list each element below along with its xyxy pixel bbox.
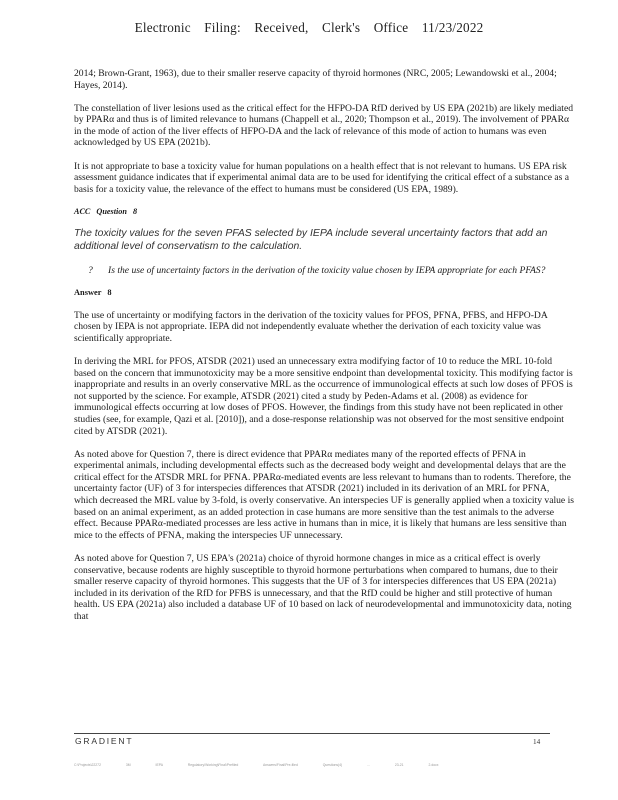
- paragraph: It is not appropriate to base a toxicity value for human populations on a health effect that is not relevant to humans. US EPA risk assessment guidance indicates that if experimental animal data are to be used for identifying the critical effect of a substance as a basis for a toxicity value, the relevance of the effect to humans must be considered (US EPA, 1989).: [74, 160, 570, 195]
- paragraph: In deriving the MRL for PFOS, ATSDR (2021) used an unnecessary extra modifying factor of 10 to reduce the MRL 10-fold based on the concern that immunotoxicity may be a more sensitive endpoint than developmental toxicity. This modifying factor is inappropriate and results in an overly conservative MRL as the occurrence of immunological effects at such low doses of PFOS is not supported by the science. For example, ATSDR (2021) cited a study by Peden-Adams et al. (2008) as evidence for immunological effects occurring at low doses of PFOS. However, the findings from this study have not been replicated in other studies (see, for example, Qazi et al. [2010]), and a dose-response relationship was not observed for the most sensitive endpoint cited by ATSDR (2021).: [74, 356, 573, 437]
- paragraph: As noted above for Question 7, there is direct evidence that PPARα mediates many of the reported effects of PFNA in experimental animals, including developmental effects such as the decreased body weight and developmental delays that are the critical effect for the ATSDR MRL for PFNA. PPARα-mediated events are less relevant to humans than to rodents. Therefore, the uncertainty factor (UF) of 3 for interspecies differences that ATSDR (2021) included in its derivation of an MRL for PFNA, which decreased the MRL value by 3-fold, is overly conservative. An interspecies UF is generally applied when a toxicity value is based on an animal experiment, as an added protection in case humans are more sensitive than the test animals to the adverse effect. Because PPARα-mediated processes are less active in humans than in mice, it is likely that humans are less sensitive than mice to the effects of PFNA, making the interspecies UF unnecessary.: [74, 448, 574, 541]
- footer-divider: [74, 733, 550, 734]
- question-block: [74, 207, 574, 276]
- answer-label: Answer 8: [74, 287, 112, 297]
- page-number: 14: [533, 738, 541, 746]
- paragraph: As noted above for Question 7, US EPA's (2021a) choice of thyroid hormone changes in mice as a critical effect is overly conservative, because rodents are highly susceptible to thyroid hormone perturbations when compared to humans, due to their smaller reserve capacity of thyroid hormones. This suggests that the UF of 3 for interspecies differences that US EPA (2021a) included in its derivation of the RfD for PFBS is unnecessary, and that the RfD could be higher and still protective of human health. US EPA (2021a) also included a database UF of 10 based on lack of neurodevelopmental and immunotoxicity data, noting that: [74, 552, 572, 622]
- paragraph: The use of uncertainty or modifying factors in the derivation of the toxicity values for PFOS, PFNA, PFBS, and HFPO-DA chosen by IEPA is not appropriate. IEPA did not independently evaluate whether the derivation of each toxicity value was scientifically appropriate.: [74, 309, 548, 344]
- paragraph: 2014; Brown-Grant, 1963), due to their smaller reserve capacity of thyroid hormones (NRC, 2005; Lewandowski et al., 2004; Hayes, 2014).: [74, 68, 557, 91]
- paragraph: The constellation of liver lesions used as the critical effect for the HFPO-DA RfD derived by US EPA (2021b) are likely mediated by PPARα and thus is of limited relevance to humans (Chappell et al., 2020; Thompson et al., 2019). The involvement of PPARα in the mode of action of the liver effects of HFPO-DA and the lack of relevance of this mode of action to humans was even acknowledged by US EPA (2021b).: [74, 102, 574, 149]
- answer-block: [74, 288, 574, 623]
- document-body: [74, 68, 574, 634]
- question-text: The toxicity values for the seven PFAS selected by IEPA include several uncertainty factors that add an additional level of conservatism to the calculation.: [74, 228, 548, 252]
- company-logo: GRADIENT: [75, 736, 134, 746]
- file-path: C:\Projects\22272 3M IEPA Regulatory\Working\Final\Prefiled Answers\Final\Pre-filed Questions(4) ... 23-21 2.docx: [74, 763, 439, 767]
- bullet-mark: ?: [88, 264, 93, 276]
- question-label: ACC Question 8: [74, 206, 138, 216]
- filing-stamp: Electronic Filing: Received, Clerk's Office 11/23/2022: [134, 20, 484, 35]
- question-bullet-text: Is the use of uncertainty factors in the derivation of the toxicity value chosen by IEPA appropriate for each PFAS?: [108, 264, 546, 276]
- question-bullet: [74, 265, 574, 277]
